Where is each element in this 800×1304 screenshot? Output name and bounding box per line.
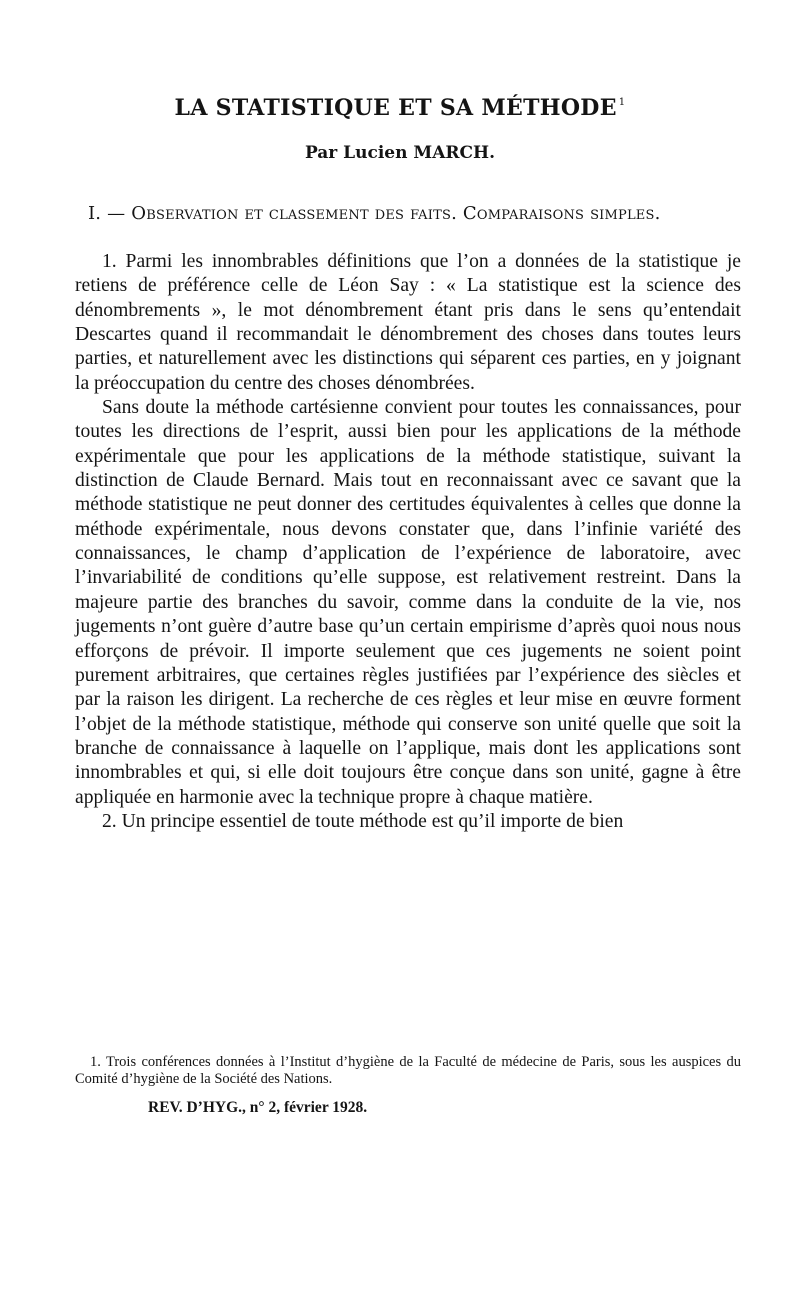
paragraph-1: 1. Parmi les innombrables définitions que l’on a données de la statistique je retiens de préférence celle de Léon Say : « La statistique est la science des dénombrements », le mot dénombrement étant pris dans le sens qu’entendait Descartes quand il recommandait le dénombrement des choses dans toutes leurs parties, et naturellement avec les distinctions qui séparent ces parties, en y joignant la préoccupation du centre des choses dénombrées. xyxy=(75,251,741,394)
article-title-line xyxy=(0,88,800,123)
title-footnote-marker: 1 xyxy=(618,97,626,108)
journal-reference: REV. D’HYG., n° 2, février 1928. xyxy=(148,1099,368,1116)
paragraph-3: 2. Un principe essentiel de toute méthode est qu’il importe de bien xyxy=(102,810,624,832)
footnote: 1. Trois conférences données à l’Institut d’hygiène de la Faculté de médecine de Paris, sous les auspices du Comité d’hygiène de la Société des Nations. xyxy=(75,1054,741,1087)
article-title: LA STATISTIQUE ET SA MÉTHODE xyxy=(174,95,617,121)
section-heading: I. — Observation et classement des faits. Comparaisons simples. xyxy=(88,203,661,224)
article-body xyxy=(75,250,741,834)
author-byline: Par Lucien MARCH. xyxy=(304,143,496,163)
paragraph-2: Sans doute la méthode cartésienne convient pour toutes les connaissances, pour toutes les directions de l’esprit, aussi bien pour les applications de la méthode expérimentale que pour les applications de la méthode statistique, suivant la distinction de Claude Bernard. Mais tout en reconnaissant avec ce savant que la méthode statistique ne peut donner des certitudes équivalentes à celles que donne la méthode expérimentale, nous devons constater que, dans l’infinie variété des connaissances, le champ d’application de l’expérience de laboratoire, avec l’invariabilité de conditions qu’elle suppose, est relativement restreint. Dans la majeure partie des branches du savoir, comme dans la conduite de la vie, nos jugements n’ont guère d’autre base qu’un certain empirisme d’après quoi nous nous efforçons de prévoir. Il importe seulement que ces jugements ne soient point purement arbitraires, que certaines règles justifiées par l’expérience des siècles et par la raison les dirigent. La recherche de ces règles et leur mise en œuvre forment l’objet de la méthode statistique, méthode qui conserve son unité quelle que soit la branche de connaissance à laquelle on l’applique, mais dont les applications sont innombrables et qui, si elle doit toujours être conçue dans son unité, gagne à être appliquée en harmonie avec la technique propre à chaque matière. xyxy=(75,397,741,808)
